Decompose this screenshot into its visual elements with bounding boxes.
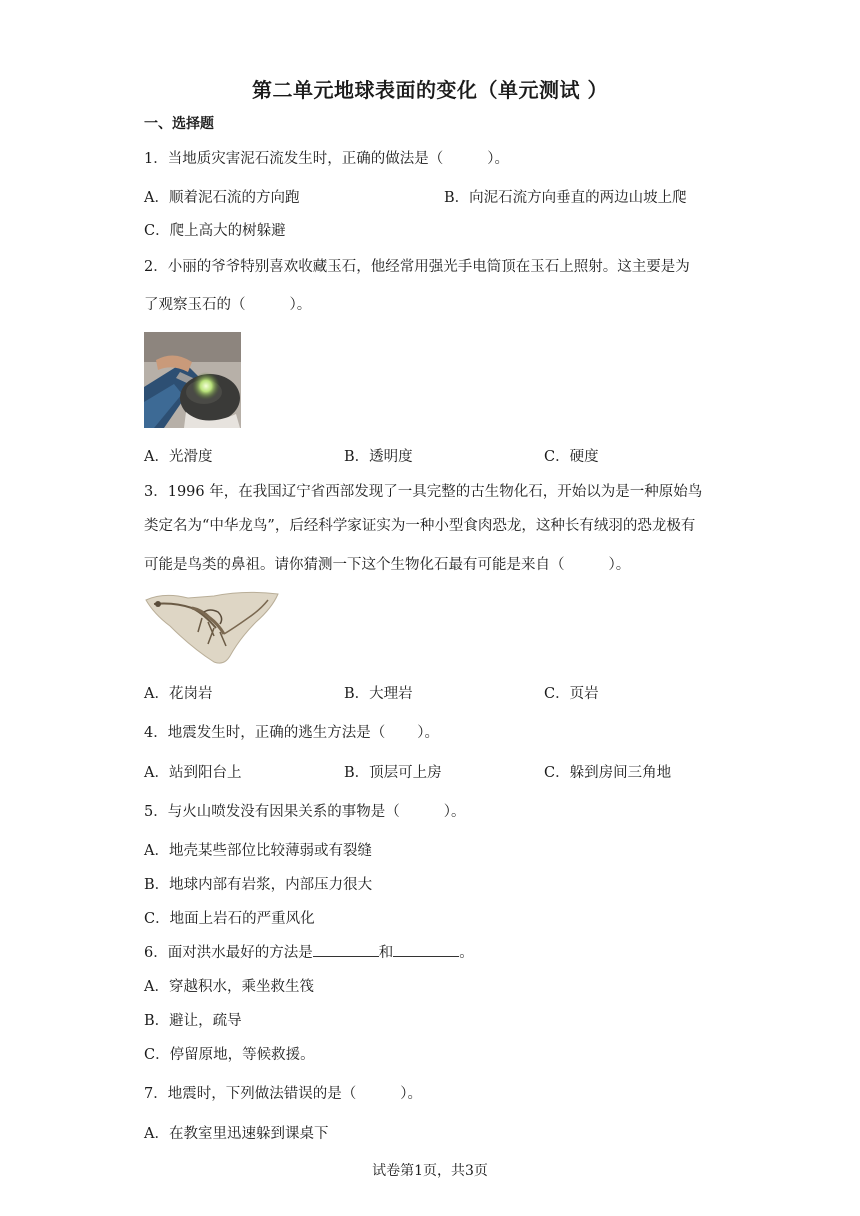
- question-3-line-1: 3．1996 年，在我国辽宁省西部发现了一具完整的古生物化石，开始以为是一种原始鸟: [144, 484, 703, 500]
- question-3-line-3: [144, 553, 630, 574]
- question-7-text-end: ）。: [400, 1086, 422, 1102]
- question-3-option-c: C．页岩: [544, 686, 599, 702]
- question-6-option-b: B．避让，疏导: [144, 1013, 242, 1029]
- question-5-option-c: C．地面上岩石的严重风化: [144, 911, 315, 927]
- question-4-option-b: B．顶层可上房: [344, 765, 442, 781]
- question-1-text: 1．当地质灾害泥石流发生时，正确的做法是（: [144, 151, 444, 167]
- question-5-text: 5．与火山喷发没有因果关系的事物是（: [144, 804, 400, 820]
- question-7-stem: [144, 1082, 422, 1103]
- question-2-text: 了观察玉石的（: [144, 297, 246, 313]
- dinosaur-fossil-photo: [144, 588, 280, 666]
- question-7-option-a: A．在教室里迅速躲到课桌下: [144, 1126, 329, 1142]
- question-1-option-c: C．爬上高大的树躲避: [144, 223, 286, 239]
- question-3-line-2: 类定名为“中华龙鸟”，后经科学家证实为一种小型食肉恐龙，这种长有绒羽的恐龙极有: [144, 518, 696, 534]
- question-5-option-a: A．地壳某些部位比较薄弱或有裂缝: [144, 843, 372, 859]
- question-3-text: 可能是鸟类的鼻祖。请你猜测一下这个生物化石最有可能是来自（: [144, 557, 565, 573]
- question-2-option-c: C．硬度: [544, 449, 599, 465]
- page-footer: 试卷第1页，共3页: [372, 1163, 488, 1179]
- question-7-text: 7．地震时，下列做法错误的是（: [144, 1086, 357, 1102]
- question-1-option-a: A．顺着泥石流的方向跑: [144, 190, 300, 206]
- question-6-text: 6．面对洪水最好的方法是: [144, 945, 313, 961]
- fill-in-blank-2: [393, 944, 459, 957]
- question-3-option-a: A．花岗岩: [144, 686, 213, 702]
- question-2-option-b: B．透明度: [344, 449, 413, 465]
- question-4-stem: [144, 721, 439, 742]
- section-heading: 一、选择题: [144, 116, 214, 132]
- question-1-text-end: ）。: [487, 151, 509, 167]
- question-1-stem: [144, 147, 509, 168]
- question-4-text: 4．地震发生时，正确的逃生方法是（: [144, 725, 386, 741]
- question-5-text-end: ）。: [443, 804, 466, 820]
- question-6-option-a: A．穿越积水，乘坐救生筏: [144, 979, 314, 995]
- question-3-option-b: B．大理岩: [344, 686, 413, 702]
- question-2-option-a: A．光滑度: [144, 449, 213, 465]
- question-6-stem: [144, 941, 474, 962]
- jade-flashlight-photo: [144, 332, 241, 428]
- page-title: 第二单元地球表面的变化（单元测试 ）: [252, 78, 608, 102]
- question-6-and: 和: [378, 945, 394, 961]
- fill-in-blank-1: [313, 944, 379, 957]
- question-4-text-end: ）。: [417, 725, 439, 741]
- question-1-option-b: B．向泥石流方向垂直的两边山坡上爬: [444, 190, 687, 206]
- question-3-text-end: ）。: [608, 557, 631, 573]
- question-2-line-2: [144, 293, 311, 314]
- question-2-line-1: 2．小丽的爷爷特别喜欢收藏玉石，他经常用强光手电筒顶在玉石上照射。这主要是为: [144, 259, 690, 275]
- question-4-option-a: A．站到阳台上: [144, 765, 242, 781]
- question-6-option-c: C．停留原地，等候救援。: [144, 1047, 315, 1063]
- question-4-option-c: C．躲到房间三角地: [544, 765, 672, 781]
- question-5-stem: [144, 800, 465, 821]
- question-6-text-end: 。: [459, 945, 474, 961]
- question-2-text-end: ）。: [289, 297, 312, 313]
- question-5-option-b: B．地球内部有岩浆，内部压力很大: [144, 877, 373, 893]
